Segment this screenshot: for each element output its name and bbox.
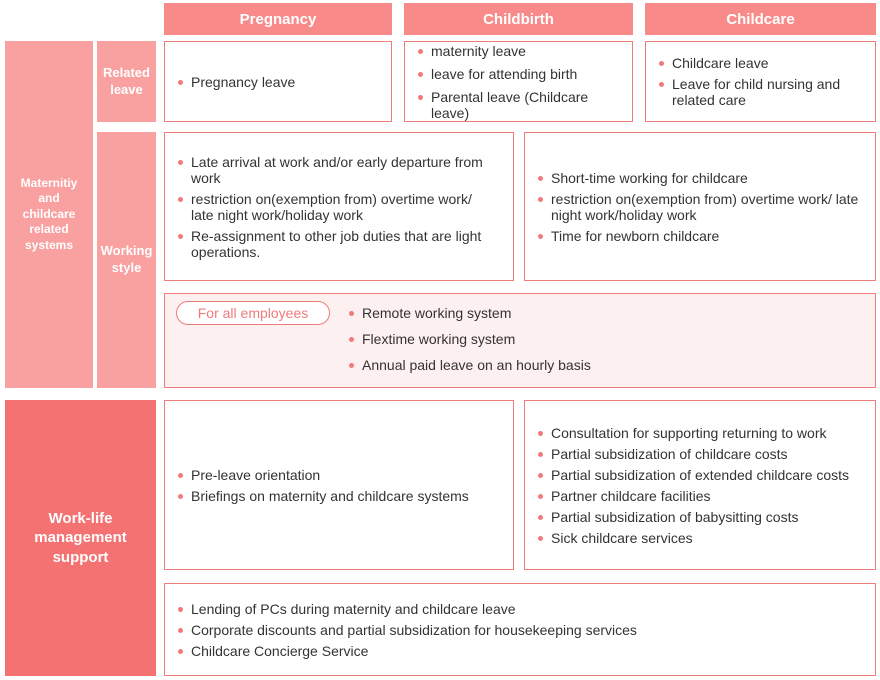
row-label-worklife	[5, 400, 156, 676]
list-item: Corporate discounts and partial subsidization for housekeeping services	[177, 622, 865, 638]
list-item: Flextime working system	[348, 331, 848, 347]
list-item: Late arrival at work and/or early departure from work	[177, 154, 483, 186]
working-style-pregnancy-list	[177, 149, 503, 265]
all-employees-badge: For all employees	[176, 301, 330, 325]
list-item: Time for newborn childcare	[537, 228, 869, 244]
all-employees-list	[348, 300, 848, 378]
list-item: Briefings on maternity and childcare systems	[177, 488, 503, 504]
list-item: Partial subsidization of babysitting costs	[537, 509, 871, 525]
list-item: Short-time working for childcare	[537, 170, 869, 186]
row-label-working-style	[97, 132, 156, 388]
worklife-left-list	[177, 462, 503, 509]
worklife-left-box	[164, 400, 514, 570]
list-item: restriction on(exemption from) overtime work/ late night work/holiday work	[537, 191, 869, 223]
worklife-right-box	[524, 400, 876, 570]
list-item: Annual paid leave on an hourly basis	[348, 357, 848, 373]
column-header-pregnancy: Pregnancy	[164, 3, 392, 35]
row-label-text: Work-life management support	[34, 509, 127, 566]
related-leave-childcare-box	[645, 41, 876, 122]
row-label-related-leave	[97, 41, 156, 122]
related-leave-childbirth-list	[417, 40, 628, 124]
related-leave-pregnancy-list	[177, 69, 381, 95]
list-item: Consultation for supporting returning to work	[537, 425, 871, 441]
list-item: Pregnancy leave	[177, 74, 381, 90]
list-item: Partial subsidization of childcare costs	[537, 446, 871, 462]
column-header-childbirth: Childbirth	[404, 3, 633, 35]
list-item: Leave for child nursing and related care	[658, 76, 865, 108]
related-leave-childcare-list	[658, 50, 865, 113]
working-style-childcare-list	[537, 165, 869, 249]
list-item: Childcare leave	[658, 55, 865, 71]
row-label-text: Maternitiy and childcare related systems	[20, 175, 78, 252]
row-label-text: Related leave	[103, 64, 150, 97]
row-label-text: Working style	[100, 243, 153, 275]
row-label-maternity-systems	[5, 41, 93, 388]
list-item: Pre-leave orientation	[177, 467, 503, 483]
list-item: Re-assignment to other job duties that are light operations.	[177, 228, 483, 260]
list-item: Childcare Concierge Service	[177, 643, 865, 659]
list-item: maternity leave	[417, 43, 628, 59]
list-item: Parental leave (Childcare leave)	[417, 89, 628, 121]
worklife-bottom-box	[164, 583, 876, 676]
list-item: restriction on(exemption from) overtime work/ late night work/holiday work	[177, 191, 483, 223]
list-item: Partial subsidization of extended childcare costs	[537, 467, 871, 483]
related-leave-pregnancy-box	[164, 41, 392, 122]
list-item: Sick childcare services	[537, 530, 871, 546]
list-item: Remote working system	[348, 305, 848, 321]
list-item: leave for attending birth	[417, 66, 628, 82]
working-style-childcare-box	[524, 132, 876, 281]
list-item: Lending of PCs during maternity and childcare leave	[177, 601, 865, 617]
worklife-right-list	[537, 420, 871, 551]
worklife-bottom-list	[177, 596, 865, 664]
related-leave-childbirth-box	[404, 41, 633, 122]
column-header-childcare: Childcare	[645, 3, 876, 35]
working-style-pregnancy-box	[164, 132, 514, 281]
list-item: Partner childcare facilities	[537, 488, 871, 504]
